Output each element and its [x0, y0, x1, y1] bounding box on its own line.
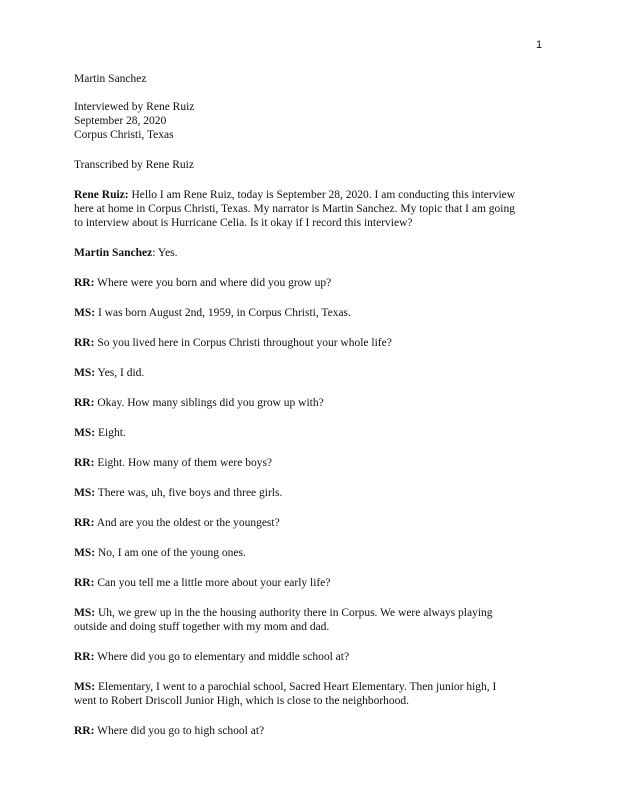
utterance-line: Yes, I did. — [97, 367, 145, 379]
speaker-label: MS: — [74, 607, 96, 619]
transcript-turn — [74, 276, 554, 290]
transcript-turn — [74, 336, 554, 350]
interview-date: September 28, 2020 — [74, 115, 167, 127]
utterance-line: Where did you go to elementary and middle school at? — [97, 651, 350, 663]
speaker-label: RR: — [74, 277, 95, 289]
utterance-line: Uh, we grew up in the the housing authority there in Corpus. We were always playing — [97, 607, 493, 619]
utterance-line: So you lived here in Corpus Christi throughout your whole life? — [97, 337, 392, 349]
utterance-line: Okay. How many siblings did you grow up with? — [97, 397, 324, 409]
transcript-turn — [74, 650, 554, 664]
transcript-turn — [74, 576, 554, 590]
utterance-line: Elementary, I went to a parochial school, Sacred Heart Elementary. Then junior high, I — [97, 681, 497, 693]
utterance-line: Where were you born and where did you grow up? — [97, 277, 332, 289]
transcript-turn — [74, 246, 554, 260]
speaker-label: Martin Sanchez — [74, 247, 153, 259]
interviewer-line: Interviewed by Rene Ruiz — [74, 101, 195, 113]
speaker-label: MS: — [74, 681, 96, 693]
interview-info — [74, 100, 554, 142]
interview-location: Corpus Christi, Texas — [74, 129, 174, 141]
speaker-label: MS: — [74, 427, 96, 439]
utterance-line: Can you tell me a little more about your early life? — [97, 577, 331, 589]
transcript-turn — [74, 188, 554, 230]
speaker-label: Rene Ruiz: — [74, 189, 129, 201]
transcript-turn — [74, 680, 554, 708]
speaker-label: RR: — [74, 577, 95, 589]
transcript-turn — [74, 366, 554, 380]
speaker-label: RR: — [74, 457, 95, 469]
transcript-turn — [74, 426, 554, 440]
transcript-body — [74, 188, 554, 738]
speaker-label: RR: — [74, 517, 95, 529]
utterance-line: to interview about is Hurricane Celia. Is it okay if I record this interview? — [74, 217, 413, 229]
speaker-label: RR: — [74, 725, 95, 737]
transcript-turn — [74, 516, 554, 530]
transcript-turn — [74, 396, 554, 410]
utterance-line: outside and doing stuff together with my mom and dad. — [74, 621, 330, 633]
utterance-line: I was born August 2nd, 1959, in Corpus Christi, Texas. — [97, 307, 351, 319]
transcriber-line: Transcribed by Rene Ruiz — [74, 159, 194, 171]
transcript-turn — [74, 486, 554, 500]
utterance-line: No, I am one of the young ones. — [97, 547, 246, 559]
transcript-turn — [74, 606, 554, 634]
utterance-line: here at home in Corpus Christi, Texas. My narrator is Martin Sanchez. My topic that I am going — [74, 203, 516, 215]
speaker-label: MS: — [74, 367, 96, 379]
utterance-line: There was, uh, five boys and three girls. — [97, 487, 283, 499]
transcript-turn — [74, 724, 554, 738]
transcript-turn — [74, 546, 554, 560]
utterance-line: : Yes. — [152, 247, 178, 259]
utterance-line: Where did you go to high school at? — [97, 725, 265, 737]
utterance-line: Eight. — [97, 427, 126, 439]
transcript-turn — [74, 456, 554, 470]
speaker-label: MS: — [74, 547, 96, 559]
utterance-line: Hello I am Rene Ruiz, today is September 28, 2020. I am conducting this interview — [131, 189, 516, 201]
speaker-label: RR: — [74, 397, 95, 409]
speaker-label: RR: — [74, 337, 95, 349]
speaker-label: MS: — [74, 307, 96, 319]
utterance-line: Eight. How many of them were boys? — [97, 457, 273, 469]
transcript-page — [74, 72, 554, 754]
narrator-name: Martin Sanchez — [74, 73, 147, 85]
utterance-line: And are you the oldest or the youngest? — [96, 517, 280, 529]
page-number: 1 — [536, 39, 543, 51]
utterance-line: went to Robert Driscoll Junior High, which is close to the neighborhood. — [74, 695, 410, 707]
speaker-label: MS: — [74, 487, 96, 499]
transcriber-info — [74, 158, 554, 172]
speaker-label: RR: — [74, 651, 95, 663]
transcript-turn — [74, 306, 554, 320]
title-block — [74, 72, 554, 86]
